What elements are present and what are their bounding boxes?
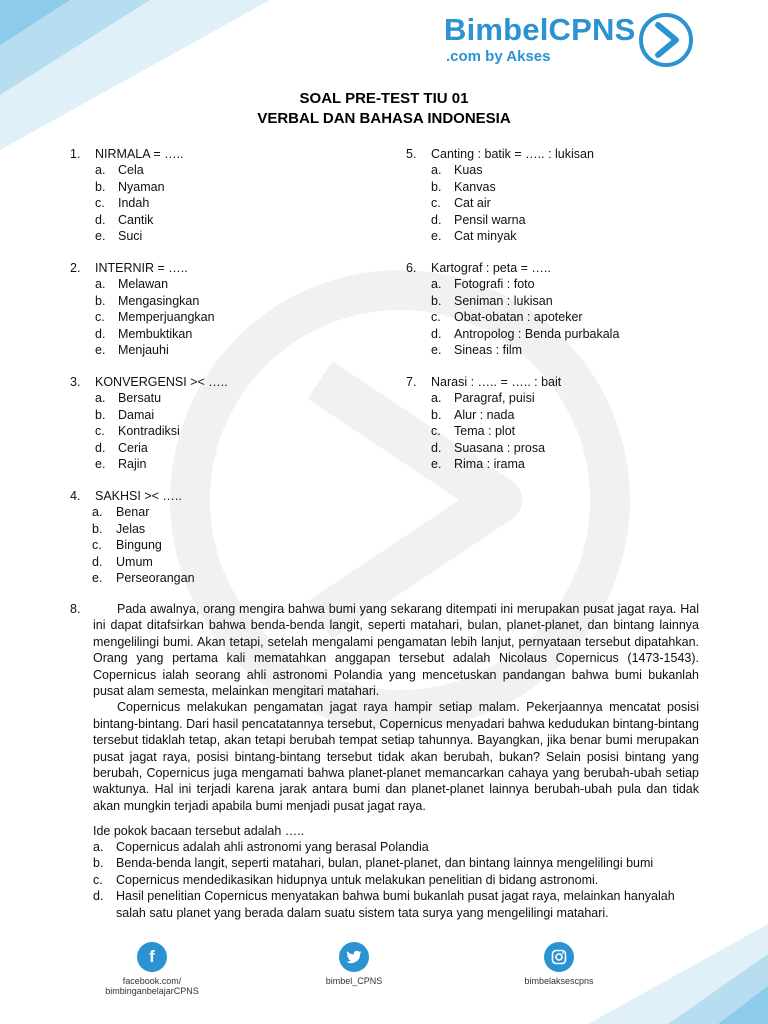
option-text: Rima : irama xyxy=(454,456,525,471)
option-text: Suci xyxy=(118,228,143,243)
option-letter: b. xyxy=(95,407,106,422)
option-letter: c. xyxy=(431,424,441,439)
brand-logo xyxy=(444,10,704,70)
passage-paragraph: Copernicus melakukan pengamatan jagat raya hampir setiap malam. Pekerjaannya mencatat posisi bintang-bintang. Dari hasil pencatatannya tersebut, Copernicus menyadari bahwa kedudukan bintang-bintang tersebut tidaklah tetap, akan tetapi berubah tempat setiap tahunnya. Bayangkan, jika benar bumi merupakan pusat jagat raya, posisi bintang-bintang tersebut tidak akan berubah, bukan? Selain posisi bintang yang berubah, Copernicus juga mengamati bahwa planet-planet memancarkan cahaya yang berubah-ubah setiap waktunya. Hal ini terjadi karena jarak antara bumi dan planet-planet lainnya berubah-ubah pula dan tidak akan mungkin terjadi apabila bumi menjadi pusat jagat raya. xyxy=(93,700,699,813)
option-letter: c. xyxy=(431,196,441,211)
option-letter: d. xyxy=(95,440,106,455)
question-number: 7. xyxy=(406,375,417,389)
question-number: 8. xyxy=(70,602,81,616)
instagram-label: bimbelaksescpns xyxy=(524,976,594,986)
option-letter: b. xyxy=(95,293,106,308)
question-text: NIRMALA = ….. xyxy=(95,147,184,161)
option-text: Cela xyxy=(118,163,144,178)
option-text: Hasil penelitian Copernicus menyatakan bahwa bumi bukanlah pusat jagat raya, melainkan hanyalah salah satu planet yang berada dalam suatu sistem tata surya yang mengelilingi matahari. xyxy=(116,889,675,920)
option-letter: c. xyxy=(431,310,441,325)
option-text: Rajin xyxy=(118,456,147,471)
question-text: KONVERGENSI >< ….. xyxy=(95,375,228,389)
option-text: Benda-benda langit, seperti matahari, bulan, planet-planet, dan bintang lainnya mengelilingi bumi xyxy=(116,856,654,871)
option-text: Sineas : film xyxy=(454,342,523,357)
question-text: Canting : batik = ….. : lukisan xyxy=(431,147,594,161)
option-letter: e. xyxy=(95,228,106,243)
option-letter: d. xyxy=(431,212,442,227)
option-letter: e. xyxy=(431,342,442,357)
option-letter: c. xyxy=(95,310,105,325)
option-item xyxy=(70,855,700,871)
option-text: Kuas xyxy=(454,163,483,178)
option-letter: c. xyxy=(92,538,102,553)
option-letter: b. xyxy=(95,179,106,194)
social-facebook[interactable] xyxy=(82,942,222,996)
option-text: Bingung xyxy=(116,538,162,553)
option-letter: d. xyxy=(431,326,442,341)
option-text: Melawan xyxy=(118,277,169,292)
social-twitter[interactable] xyxy=(304,942,404,986)
option-text: Membuktikan xyxy=(118,326,193,341)
option-letter: c. xyxy=(95,196,105,211)
option-letter: a. xyxy=(92,505,103,520)
option-letter: a. xyxy=(431,391,442,406)
question-text: SAKHSI >< ….. xyxy=(95,489,182,503)
corner-decoration-bottom-right xyxy=(588,924,768,1024)
option-letter: a. xyxy=(431,163,442,178)
option-text: Fotografi : foto xyxy=(454,277,535,292)
option-letter: b. xyxy=(93,856,104,871)
option-letter: d. xyxy=(431,440,442,455)
option-text: Paragraf, puisi xyxy=(454,391,535,406)
option-letter: b. xyxy=(92,521,103,536)
facebook-label-line1: facebook.com/ xyxy=(122,976,182,986)
option-text: Seniman : lukisan xyxy=(454,293,553,308)
option-letter: e. xyxy=(431,228,442,243)
option-text: Ceria xyxy=(118,440,148,455)
option-text: Jelas xyxy=(116,521,146,536)
option-letter: c. xyxy=(93,872,103,887)
option-letter: c. xyxy=(95,424,105,439)
option-item xyxy=(70,872,700,888)
option-text: Mengasingkan xyxy=(118,293,200,308)
question-text: Narasi : ….. = ….. : bait xyxy=(431,375,562,389)
facebook-icon[interactable]: f xyxy=(137,942,167,972)
question-number: 3. xyxy=(70,375,81,389)
option-text: Damai xyxy=(118,407,155,422)
option-letter: d. xyxy=(95,326,106,341)
page-subtitle: VERBAL DAN BAHASA INDONESIA xyxy=(257,110,511,127)
question-prompt: Ide pokok bacaan tersebut adalah ….. xyxy=(93,824,305,838)
brand-name: BimbelCPNS xyxy=(444,12,636,47)
corner-decoration-top-left xyxy=(0,0,270,150)
option-text: Suasana : prosa xyxy=(454,440,546,455)
facebook-label-line2: bimbinganbelajarCPNS xyxy=(105,986,199,996)
option-letter: a. xyxy=(93,840,104,854)
option-letter: d. xyxy=(95,212,106,227)
option-text: Antropolog : Benda purbakala xyxy=(454,326,620,341)
option-letter: e. xyxy=(95,456,106,471)
option-text: Menjauhi xyxy=(118,342,169,357)
option-text: Cat air xyxy=(454,196,491,211)
question-text: Kartograf : peta = ….. xyxy=(431,261,551,275)
reading-passage xyxy=(93,601,699,814)
option-letter: d. xyxy=(92,554,103,569)
twitter-label: bimbel_CPNS xyxy=(325,976,383,986)
option-letter: a. xyxy=(431,277,442,292)
option-text: Copernicus mendedikasikan hidupnya untuk melakukan penelitian di bidang astronomi. xyxy=(116,872,599,887)
question-number: 6. xyxy=(406,261,417,275)
option-letter: a. xyxy=(95,277,106,292)
twitter-icon[interactable] xyxy=(339,942,369,972)
option-letter: d. xyxy=(93,889,104,904)
option-item xyxy=(70,888,700,921)
option-text: Kontradiksi xyxy=(118,424,180,439)
chevron-circle-icon xyxy=(636,10,696,70)
social-instagram[interactable] xyxy=(509,942,609,986)
question-number: 5. xyxy=(406,147,417,161)
option-letter: e. xyxy=(95,342,106,357)
option-text: Indah xyxy=(118,196,150,211)
option-text: Alur : nada xyxy=(454,407,515,422)
option-text: Nyaman xyxy=(118,179,165,194)
facebook-label xyxy=(82,976,222,996)
option-text: Pensil warna xyxy=(454,212,526,227)
option-letter: e. xyxy=(431,456,442,471)
option-letter: a. xyxy=(95,391,106,406)
option-text: Benar xyxy=(116,505,150,520)
option-letter: b. xyxy=(431,293,442,308)
option-list xyxy=(70,839,700,921)
option-text: Tema : plot xyxy=(454,424,516,439)
brand-tagline: .com by Akses xyxy=(446,48,551,65)
option-text: Umum xyxy=(116,554,153,569)
question-number: 4. xyxy=(70,489,81,503)
question-number: 1. xyxy=(70,147,81,161)
passage-paragraph: Pada awalnya, orang mengira bahwa bumi yang sekarang ditempati ini merupakan pusat jagat raya. Hal ini dapat ditafsirkan bahwa benda-benda langit, seperti matahari, bulan, planet-planet, dan bintang lainnya mengelilingi bumi. Akan tetapi, setelah mengalami pengamatan lebih lanjut, pernyataan tersebut dipatahkan. Orang yang pertama kali mematahkan anggapan tersebut adalah Nicolaus Copernicus (1473-1543). Copernicus ialah seorang ahli astronomi Polandia yang mencetuskan pandangan bahwa bumi bukanlah pusat alam semesta, melainkan mengitari matahari. xyxy=(93,602,699,699)
option-letter: b. xyxy=(431,407,442,422)
option-text: Cat minyak xyxy=(454,228,517,243)
option-letter: a. xyxy=(95,163,106,178)
question-text: INTERNIR = ….. xyxy=(95,261,188,275)
option-text: Kanvas xyxy=(454,179,496,194)
page-title: SOAL PRE-TEST TIU 01 xyxy=(299,90,469,107)
option-letter: b. xyxy=(431,179,442,194)
option-text: Memperjuangkan xyxy=(118,310,215,325)
option-text: Copernicus adalah ahli astronomi yang berasal Polandia xyxy=(116,840,429,854)
question-number: 2. xyxy=(70,261,81,275)
option-text: Bersatu xyxy=(118,391,162,406)
camera-icon xyxy=(551,949,567,965)
instagram-icon[interactable] xyxy=(544,942,574,972)
option-text: Perseorangan xyxy=(116,570,195,585)
option-item xyxy=(70,839,700,855)
option-text: Cantik xyxy=(118,212,154,227)
bird-icon xyxy=(346,950,362,964)
option-text: Obat-obatan : apoteker xyxy=(454,310,583,325)
option-letter: e. xyxy=(92,570,103,585)
